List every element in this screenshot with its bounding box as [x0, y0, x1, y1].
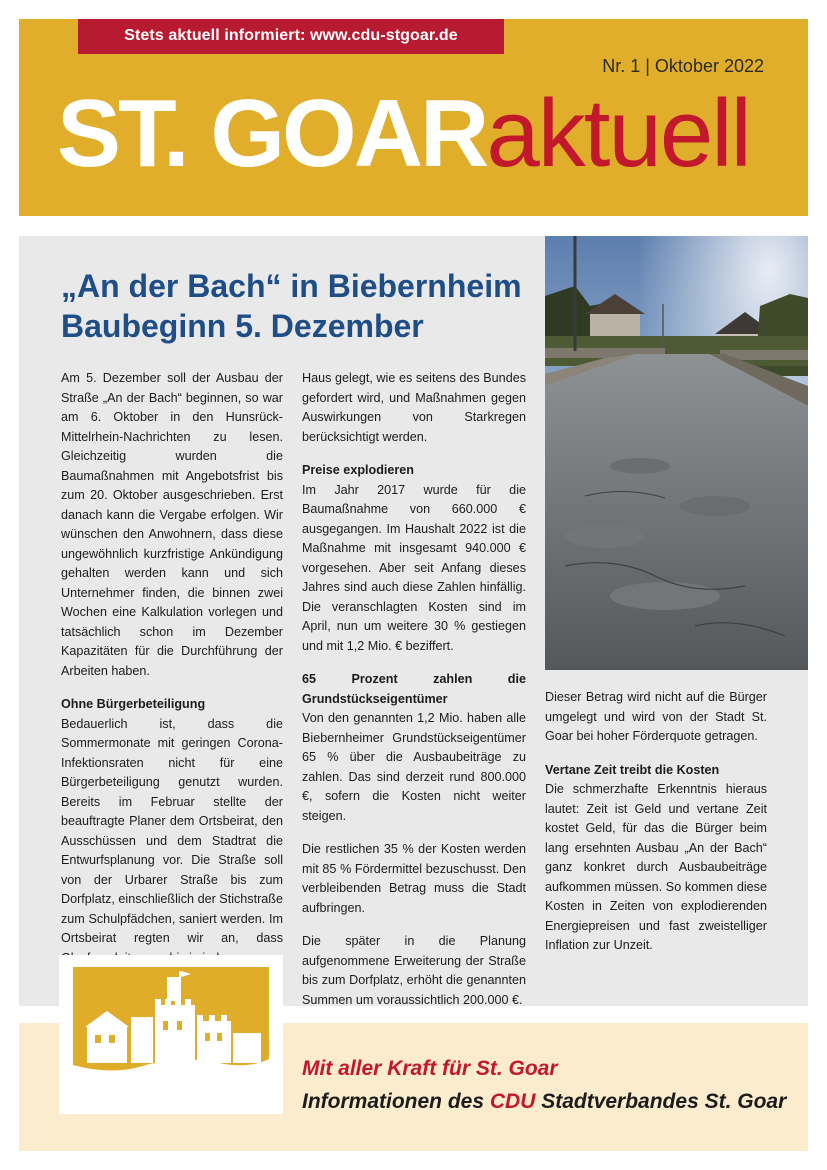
title-st-goar: ST. GOAR: [57, 80, 487, 187]
subheading-preise-explodieren: Preise explodieren: [302, 463, 414, 477]
paragraph: Die restlichen 35 % der Kosten werden mit 85 % Fördermittel bezuschusst. Den verbleibenden Betrag muss die Stadt aufbringen.: [302, 842, 526, 915]
cdu-info-line: [302, 1090, 786, 1114]
headline-line-2: Baubeginn 5. Dezember: [61, 308, 424, 344]
slogan: Mit aller Kraft für St. Goar: [302, 1057, 558, 1080]
subheading-65-prozent: 65 Prozent zahlen die Grundstückseigentümer: [302, 672, 526, 706]
newspaper-title: [57, 79, 750, 189]
info-text-after: Stadtverbandes St. Goar: [535, 1090, 787, 1113]
paragraph: Dieser Betrag wird nicht auf die Bürger umgelegt und wird von der Stadt St. Goar bei hoher Förderquote getragen.: [545, 690, 767, 743]
info-text-before: Informationen des: [302, 1090, 490, 1113]
article-column-1: [61, 369, 283, 982]
cdu-label: CDU: [489, 1090, 536, 1113]
paragraph: Bedauerlich ist, dass die Sommermonate mit geringen Corona-Infektionsraten nicht für eine Bürgerbeteiligung genutzt wurden. Bereits im Februar stellte der beauftragte Planer dem Ortsbeirat, den Ausschüssen und dem Stadtrat die Entwurfsplanung vor. Die Straße soll von der Urbarer Straße bis zum Dorfplatz, einschließlich der Stichstraße zum Schulpfädchen, saniert werden. Im Ortsbeirat regten wir an, dass: [61, 716, 283, 945]
paragraph: Haus gelegt, wie es seitens des Bundes gefordert wird, und Maßnahmen gegen Auswirkungen von Starkregen berücksichtigt werden.: [302, 371, 526, 444]
article-column-3: [545, 688, 767, 970]
website-banner[interactable]: Stets aktuell informiert: www.cdu-stgoar.de: [78, 19, 504, 54]
article-headline: [61, 266, 541, 346]
title-aktuell: aktuell: [486, 80, 750, 187]
paragraph: Die schmerzhafte Erkenntnis hieraus lautet: Zeit ist Geld und vertane Zeit kostet Geld, für das die Bürger beim lang ersehnten Ausbau „An der Bach“ ganz konkret durch Ausbaubeiträge aufkommen müssen. So kommen diese Kosten in Zeiten von explodierenden Energiepreisen und fast zweistelliger Inflation zur Unzeit.: [545, 782, 767, 952]
castle-icon: [59, 955, 283, 1114]
street-photo: [545, 236, 808, 670]
article-column-2: [302, 369, 526, 1024]
subheading-ohne-buergerbeteiligung: Ohne Bürgerbeteiligung: [61, 697, 206, 711]
headline-line-1: „An der Bach“ in Biebernheim: [61, 268, 522, 304]
paragraph: Im Jahr 2017 wurde für die Baumaßnahme von 660.000 € ausgegangen. Im Haushalt 2022 ist die Maßnahme mit insgesamt 940.000 € vorgesehen. Aber seit Anfang dieses Jahres sind auch diese Zahlen hinfällig. Die veranschlagten Kosten sind im April, nun um weitere 30 % gestiegen und mit 1,2 Mio. € beziffert.: [302, 482, 526, 653]
issue-number: Nr. 1 | Oktober 2022: [602, 56, 764, 76]
paragraph: Am 5. Dezember soll der Ausbau der Straße „An der Bach“ beginnen, so war am 6. Oktober in den Hunsrück-Mittelrhein-Nachrichten zu lesen. Gleichzeitig wurden die Baumaßnahmen mit Angebotsfrist bis zum 20. Oktober ausgeschrieben. Erst danach kann die Vergabe erfolgen. Wir wünschen den Anwohnern, dass diese ungewöhnlich kurzfristige Ankündigung gehalten werden kann und sich Unternehmer finden, die binnen zwei Wochen eine Kalkulation vorlegen und tatsächlich schon im Dezember Kapazitäten für die Durchführung der Arbeiten haben.: [61, 371, 283, 678]
paragraph: Von den genannten 1,2 Mio. haben alle Biebernheimer Grundstückseigentümer 65 % über die Ausbaubeiträge zu zahlen. Das sind derzeit rund 800.000 €, sofern die Kosten nicht weiter steigen.: [302, 711, 526, 823]
masthead: [19, 19, 808, 216]
castle-emblem: [59, 955, 283, 1114]
subheading-vertane-zeit: Vertane Zeit treibt die Kosten: [545, 762, 720, 777]
paragraph: Die später in die Planung aufgenommene Erweiterung der Straße bis zum Dorfplatz, erhöht die genannten Summen um voraussichtlich 200.000 €.: [302, 934, 526, 1007]
